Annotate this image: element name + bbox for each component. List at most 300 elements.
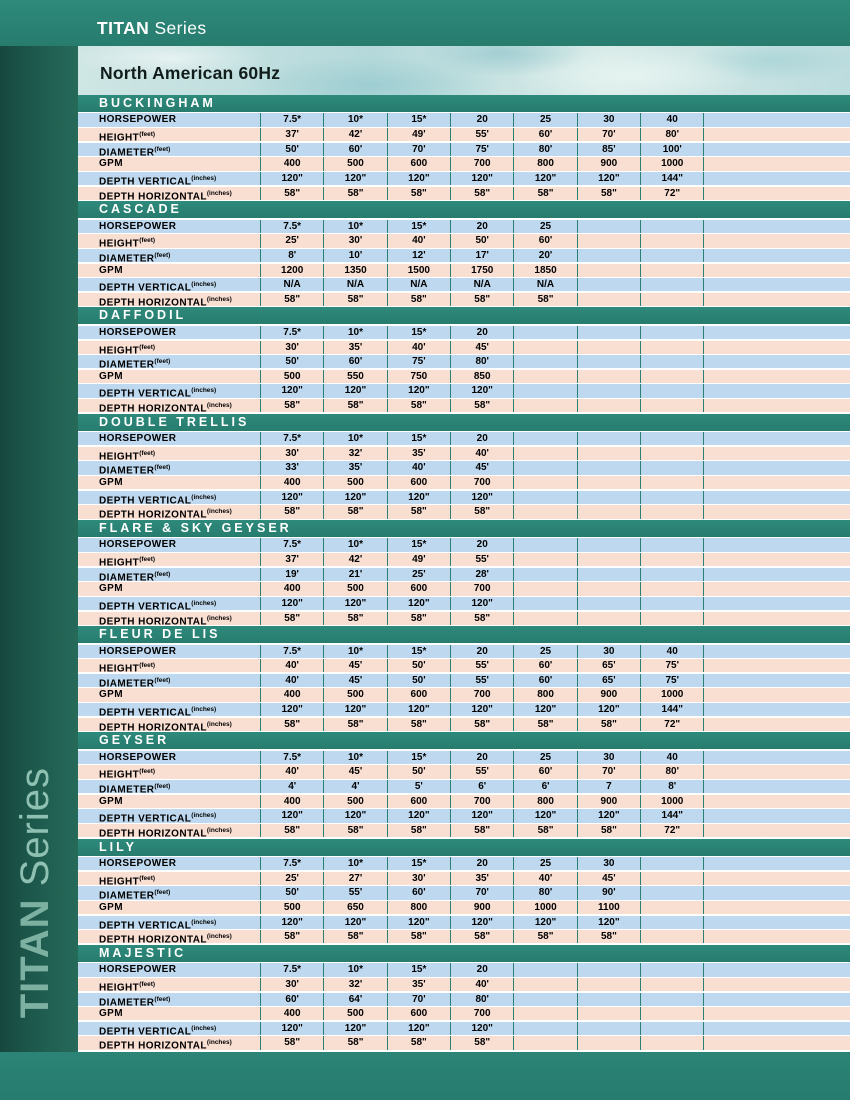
spec-value-cell: 20 (450, 326, 513, 339)
spec-value-cell: 120" (387, 597, 450, 610)
spec-value-cell: 60' (387, 886, 450, 899)
trailing-empty-cell (703, 993, 850, 1006)
trailing-empty-cell (703, 688, 850, 701)
spec-value-cell (577, 432, 640, 445)
spec-value-cell: 58" (260, 824, 323, 837)
model-section (78, 95, 850, 200)
spec-value-cell: 900 (577, 688, 640, 701)
spec-row (78, 505, 850, 518)
spec-value-cell: 120" (450, 491, 513, 504)
spec-row (78, 963, 850, 976)
spec-value-cell: 800 (513, 688, 576, 701)
spec-value-cell: 5' (387, 780, 450, 793)
spec-row (78, 809, 850, 822)
spec-value-cell: 20 (450, 751, 513, 764)
trailing-empty-cell (703, 249, 850, 262)
spec-value-cell: 1000 (640, 157, 703, 170)
spec-value-cell: 75' (640, 659, 703, 672)
spec-value-cell: 120" (387, 703, 450, 716)
row-label: DEPTH $HORIZONTAL^{(inches)}$ (99, 827, 232, 838)
trailing-empty-cell (703, 901, 850, 914)
spec-value-cell: 65' (577, 659, 640, 672)
spec-value-cell: 20 (450, 432, 513, 445)
spec-value-cell: 72" (640, 718, 703, 731)
spec-value-cell: 15* (387, 220, 450, 233)
row-label-unit: (feet) (139, 874, 156, 882)
spec-value-cell: 7.5* (260, 220, 323, 233)
spec-value-cell: 58" (450, 718, 513, 731)
spec-value-cell (640, 249, 703, 262)
spec-value-cell: 500 (323, 688, 386, 701)
row-label-unit: (inches) (206, 720, 232, 728)
trailing-empty-cell (703, 143, 850, 156)
trailing-empty-cell (703, 1022, 850, 1035)
spec-value-cell: 500 (260, 901, 323, 914)
row-label-unit: (inches) (191, 812, 217, 820)
spec-value-cell: 10' (323, 249, 386, 262)
trailing-empty-cell (703, 857, 850, 870)
spec-value-cell (577, 399, 640, 412)
spec-row (78, 901, 850, 914)
spec-row (78, 978, 850, 991)
spec-value-cell (577, 1036, 640, 1049)
spec-row (78, 1022, 850, 1035)
section-rows (78, 113, 850, 199)
row-label-unit: (feet) (154, 251, 171, 259)
row-label: DEPTH $VERTICAL^{(inches)}$ (99, 387, 217, 398)
spec-value-cell: 120" (450, 916, 513, 929)
spec-value-cell (577, 355, 640, 368)
model-section (78, 732, 850, 837)
spec-value-cell (640, 293, 703, 306)
row-label-unit: (inches) (206, 614, 232, 622)
spec-value-cell: 1000 (640, 795, 703, 808)
spec-value-cell: 58" (577, 187, 640, 200)
spec-value-cell: 800 (513, 795, 576, 808)
spec-value-cell: 400 (260, 476, 323, 489)
spec-value-cell: 10* (323, 432, 386, 445)
spec-row (78, 553, 850, 566)
spec-row (78, 341, 850, 354)
spec-value-cell (577, 1022, 640, 1035)
spec-value-cell (577, 278, 640, 291)
spec-value-cell: 72" (640, 824, 703, 837)
spec-value-cell: 60' (513, 765, 576, 778)
spec-value-cell (577, 264, 640, 277)
spec-value-cell: 58" (387, 505, 450, 518)
spec-value-cell: 60' (513, 128, 576, 141)
trailing-empty-cell (703, 128, 850, 141)
spec-value-cell: 40' (513, 872, 576, 885)
spec-value-cell: 40' (450, 447, 513, 460)
spec-value-cell (640, 355, 703, 368)
spec-value-cell (640, 553, 703, 566)
spec-value-cell: 30' (260, 978, 323, 991)
spec-value-cell: 850 (450, 370, 513, 383)
row-label-unit: (inches) (191, 387, 217, 395)
spec-value-cell (640, 612, 703, 625)
spec-value-cell: 58" (260, 930, 323, 943)
spec-value-cell (513, 384, 576, 397)
model-section (78, 307, 850, 412)
spec-value-cell (640, 538, 703, 551)
spec-value-cell (640, 399, 703, 412)
spec-value-cell: 900 (577, 795, 640, 808)
row-label: DEPTH $HORIZONTAL^{(inches)}$ (99, 933, 232, 944)
spec-value-cell (513, 553, 576, 566)
spec-value-cell: 30' (260, 447, 323, 460)
spec-value-cell: 37' (260, 553, 323, 566)
spec-value-cell: 58" (387, 399, 450, 412)
spec-value-cell: 25 (513, 645, 576, 658)
spec-value-cell: 58" (513, 187, 576, 200)
spec-value-cell: 1500 (387, 264, 450, 277)
trailing-empty-cell (703, 795, 850, 808)
spec-value-cell: 15* (387, 645, 450, 658)
spec-value-cell: 120" (513, 916, 576, 929)
spec-value-cell: 60' (323, 143, 386, 156)
row-label-unit: (feet) (154, 570, 171, 578)
spec-row (78, 780, 850, 793)
spec-value-cell: 10* (323, 751, 386, 764)
spec-value-cell: 19' (260, 568, 323, 581)
spec-value-cell: 40' (387, 234, 450, 247)
row-label: $HEIGHT^{(feet)}$ (99, 980, 156, 992)
row-label: DEPTH $VERTICAL^{(inches)}$ (99, 174, 217, 186)
spec-row (78, 1007, 850, 1020)
spec-value-cell: 1100 (577, 901, 640, 914)
model-section (78, 839, 850, 944)
spec-value-cell: 58" (513, 824, 576, 837)
row-label: DEPTH $VERTICAL^{(inches)}$ (99, 706, 217, 717)
spec-value-cell: 30' (323, 234, 386, 247)
section-header (78, 839, 850, 856)
spec-value-cell (640, 597, 703, 610)
row-label: HORSEPOWER (99, 645, 177, 657)
spec-value-cell: 15* (387, 326, 450, 339)
spec-row (78, 645, 850, 658)
row-label: GPM (99, 583, 123, 595)
row-label: DEPTH $VERTICAL^{(inches)}$ (99, 493, 217, 504)
row-label: $HEIGHT^{(feet)}$ (99, 768, 156, 779)
spec-value-cell: 144" (640, 703, 703, 716)
row-label-unit: (inches) (191, 599, 217, 607)
trailing-empty-cell (703, 293, 850, 306)
spec-value-cell: 900 (577, 157, 640, 170)
spec-value-cell: 58" (450, 930, 513, 943)
spec-value-cell: 60' (513, 674, 576, 687)
spec-value-cell: 85' (577, 143, 640, 156)
spec-value-cell: 45' (450, 341, 513, 354)
spec-value-cell: 750 (387, 370, 450, 383)
spec-value-cell: 6' (513, 780, 576, 793)
spec-value-cell: 7.5* (260, 538, 323, 551)
row-label-unit: (feet) (139, 237, 156, 245)
spec-value-cell: 58" (260, 505, 323, 518)
spec-value-cell: 58" (260, 399, 323, 412)
trailing-empty-cell (703, 645, 850, 658)
section-title: DAFFODIL (99, 308, 187, 323)
spec-value-cell: 40' (260, 765, 323, 778)
spec-value-cell: 58" (513, 718, 576, 731)
spec-value-cell: 30 (577, 645, 640, 658)
spec-value-cell: 4' (323, 780, 386, 793)
row-label: DEPTH $VERTICAL^{(inches)}$ (99, 599, 217, 611)
spec-value-cell: 400 (260, 582, 323, 595)
spec-value-cell (640, 1022, 703, 1035)
spec-value-cell: 58" (387, 930, 450, 943)
trailing-empty-cell (703, 187, 850, 200)
spec-value-cell: 55' (450, 659, 513, 672)
trailing-empty-cell (703, 553, 850, 566)
model-section (78, 626, 850, 731)
row-label-unit: (feet) (154, 358, 171, 366)
row-label: GPM (99, 795, 123, 807)
spec-value-cell (640, 505, 703, 518)
spec-row (78, 674, 850, 687)
spec-value-cell: 120" (450, 703, 513, 716)
spec-value-cell (513, 461, 576, 474)
spec-value-cell: 7.5* (260, 963, 323, 976)
row-label: DEPTH $VERTICAL^{(inches)}$ (99, 281, 217, 292)
spec-value-cell: 30' (260, 341, 323, 354)
row-label-unit: (inches) (206, 508, 232, 516)
spec-value-cell (577, 538, 640, 551)
spec-value-cell: 50' (387, 765, 450, 778)
spec-value-cell: 500 (323, 1007, 386, 1020)
spec-value-cell: 35' (387, 978, 450, 991)
spec-value-cell: 8' (640, 780, 703, 793)
section-rows (78, 432, 850, 518)
spec-value-cell: 144" (640, 172, 703, 185)
trailing-empty-cell (703, 399, 850, 412)
trailing-empty-cell (703, 930, 850, 943)
spec-row (78, 916, 850, 929)
spec-value-cell: 58" (387, 718, 450, 731)
trailing-empty-cell (703, 963, 850, 976)
spec-value-cell (577, 1007, 640, 1020)
spec-value-cell: 12' (387, 249, 450, 262)
section-rows (78, 538, 850, 624)
spec-value-cell: 10* (323, 645, 386, 658)
spec-value-cell: 40' (450, 978, 513, 991)
spec-value-cell (513, 432, 576, 445)
spec-value-cell: 25 (513, 751, 576, 764)
row-label-unit: (feet) (139, 662, 156, 670)
spec-value-cell: 1200 (260, 264, 323, 277)
spec-value-cell (640, 278, 703, 291)
row-label-unit: (inches) (191, 706, 217, 714)
spec-value-cell (640, 234, 703, 247)
row-label-unit: (inches) (191, 281, 217, 289)
row-label: HORSEPOWER (99, 751, 177, 763)
row-label: $DIAMETER^{(feet)}$ (99, 358, 171, 369)
spec-value-cell: 58" (387, 1036, 450, 1049)
spec-value-cell (513, 582, 576, 595)
subtitle-band (78, 46, 850, 95)
section-header (78, 626, 850, 643)
section-rows (78, 645, 850, 731)
spec-value-cell (640, 326, 703, 339)
trailing-empty-cell (703, 1007, 850, 1020)
row-label-unit: (feet) (154, 676, 171, 684)
spec-value-cell: 35' (323, 461, 386, 474)
spec-value-cell: 20 (450, 538, 513, 551)
spec-value-cell: 120" (260, 1022, 323, 1035)
spec-value-cell: 58" (450, 824, 513, 837)
spec-value-cell: 80' (513, 143, 576, 156)
spec-row (78, 476, 850, 489)
spec-value-cell: 120" (323, 384, 386, 397)
spec-row (78, 399, 850, 412)
spec-value-cell: 45' (323, 674, 386, 687)
section-header (78, 95, 850, 112)
row-label: HORSEPOWER (99, 114, 177, 126)
spec-value-cell: 120" (260, 916, 323, 929)
spec-value-cell: 58" (323, 718, 386, 731)
spec-value-cell: 49' (387, 128, 450, 141)
spec-value-cell (577, 447, 640, 460)
spec-value-cell (513, 568, 576, 581)
row-label-unit: (inches) (206, 295, 232, 303)
spec-row (78, 432, 850, 445)
spec-value-cell: 20 (450, 857, 513, 870)
spec-value-cell: 1750 (450, 264, 513, 277)
spec-value-cell: 20 (450, 220, 513, 233)
trailing-empty-cell (703, 659, 850, 672)
spec-value-cell: 120" (323, 1022, 386, 1035)
spec-value-cell: 700 (450, 582, 513, 595)
spec-value-cell: 15* (387, 857, 450, 870)
section-header (78, 945, 850, 962)
spec-row (78, 157, 850, 170)
spec-value-cell: 10* (323, 963, 386, 976)
spec-value-cell: 58" (450, 1036, 513, 1049)
spec-value-cell: 80' (450, 355, 513, 368)
spec-value-cell: 75' (640, 674, 703, 687)
spec-value-cell: 50' (260, 355, 323, 368)
spec-row (78, 872, 850, 885)
spec-row (78, 370, 850, 383)
trailing-empty-cell (703, 461, 850, 474)
spec-row (78, 491, 850, 504)
spec-value-cell: 700 (450, 476, 513, 489)
spec-value-cell: 58" (450, 399, 513, 412)
section-rows (78, 220, 850, 306)
spec-value-cell: 58" (577, 930, 640, 943)
spec-value-cell: 75' (387, 355, 450, 368)
spec-row (78, 143, 850, 156)
section-title: GEYSER (99, 733, 170, 748)
spec-value-cell: 27' (323, 872, 386, 885)
row-label: HORSEPOWER (99, 539, 177, 551)
spec-value-cell: 35' (450, 872, 513, 885)
spec-value-cell: 400 (260, 795, 323, 808)
row-label: GPM (99, 1008, 123, 1020)
spec-value-cell (577, 341, 640, 354)
spec-row (78, 172, 850, 185)
row-label-unit: (feet) (154, 464, 171, 472)
spec-value-cell: 700 (450, 1007, 513, 1020)
spec-value-cell: 21' (323, 568, 386, 581)
spec-value-cell: 58" (323, 505, 386, 518)
spec-value-cell (513, 447, 576, 460)
section-rows (78, 857, 850, 943)
spec-value-cell: 58" (513, 293, 576, 306)
spec-value-cell: 120" (577, 809, 640, 822)
spec-value-cell (640, 872, 703, 885)
spec-value-cell: 10* (323, 857, 386, 870)
spec-value-cell: 55' (450, 128, 513, 141)
spec-value-cell: 45' (450, 461, 513, 474)
spec-value-cell: 80' (640, 765, 703, 778)
spec-value-cell (513, 399, 576, 412)
spec-value-cell (577, 568, 640, 581)
top-band (0, 0, 850, 46)
spec-value-cell: 25 (513, 857, 576, 870)
spec-value-cell (577, 491, 640, 504)
spec-value-cell (640, 993, 703, 1006)
spec-value-cell: 7.5* (260, 326, 323, 339)
trailing-empty-cell (703, 234, 850, 247)
row-label-unit: (feet) (139, 343, 156, 351)
section-header (78, 307, 850, 324)
spec-value-cell: 800 (513, 157, 576, 170)
spec-value-cell: 120" (323, 809, 386, 822)
spec-value-cell (577, 249, 640, 262)
row-label: $DIAMETER^{(feet)}$ (99, 251, 171, 263)
sidebar-title-light: Series (13, 766, 57, 899)
spec-value-cell (640, 930, 703, 943)
trailing-empty-cell (703, 582, 850, 595)
spec-row (78, 128, 850, 141)
spec-value-cell: 40' (260, 674, 323, 687)
spec-value-cell: 400 (260, 157, 323, 170)
spec-row (78, 461, 850, 474)
spec-value-cell: 15* (387, 751, 450, 764)
row-label: HORSEPOWER (99, 858, 177, 870)
row-label: $HEIGHT^{(feet)}$ (99, 343, 156, 354)
row-label: HORSEPOWER (99, 326, 177, 338)
spec-value-cell: 70' (450, 886, 513, 899)
spec-value-cell (577, 612, 640, 625)
spec-value-cell: 37' (260, 128, 323, 141)
spec-value-cell: 30 (577, 751, 640, 764)
row-label: DEPTH $HORIZONTAL^{(inches)}$ (99, 295, 232, 307)
spec-value-cell: 17' (450, 249, 513, 262)
row-label: DEPTH $HORIZONTAL^{(inches)}$ (99, 1039, 232, 1050)
spec-value-cell: 650 (323, 901, 386, 914)
row-label: $DIAMETER^{(feet)}$ (99, 464, 171, 475)
spec-value-cell: 120" (323, 916, 386, 929)
row-label-unit: (inches) (206, 1039, 232, 1047)
trailing-empty-cell (703, 476, 850, 489)
trailing-empty-cell (703, 505, 850, 518)
row-label: $HEIGHT^{(feet)}$ (99, 874, 156, 885)
trailing-empty-cell (703, 432, 850, 445)
trailing-empty-cell (703, 1036, 850, 1049)
spec-value-cell: 58" (577, 718, 640, 731)
spec-value-cell: 50' (260, 143, 323, 156)
spec-value-cell (640, 447, 703, 460)
model-section (78, 945, 850, 1050)
spec-value-cell: 120" (323, 597, 386, 610)
row-label: DEPTH $HORIZONTAL^{(inches)}$ (99, 720, 232, 732)
spec-value-cell: 58" (450, 187, 513, 200)
spec-value-cell: 120" (387, 384, 450, 397)
spec-value-cell: N/A (450, 278, 513, 291)
spec-value-cell (640, 1036, 703, 1049)
